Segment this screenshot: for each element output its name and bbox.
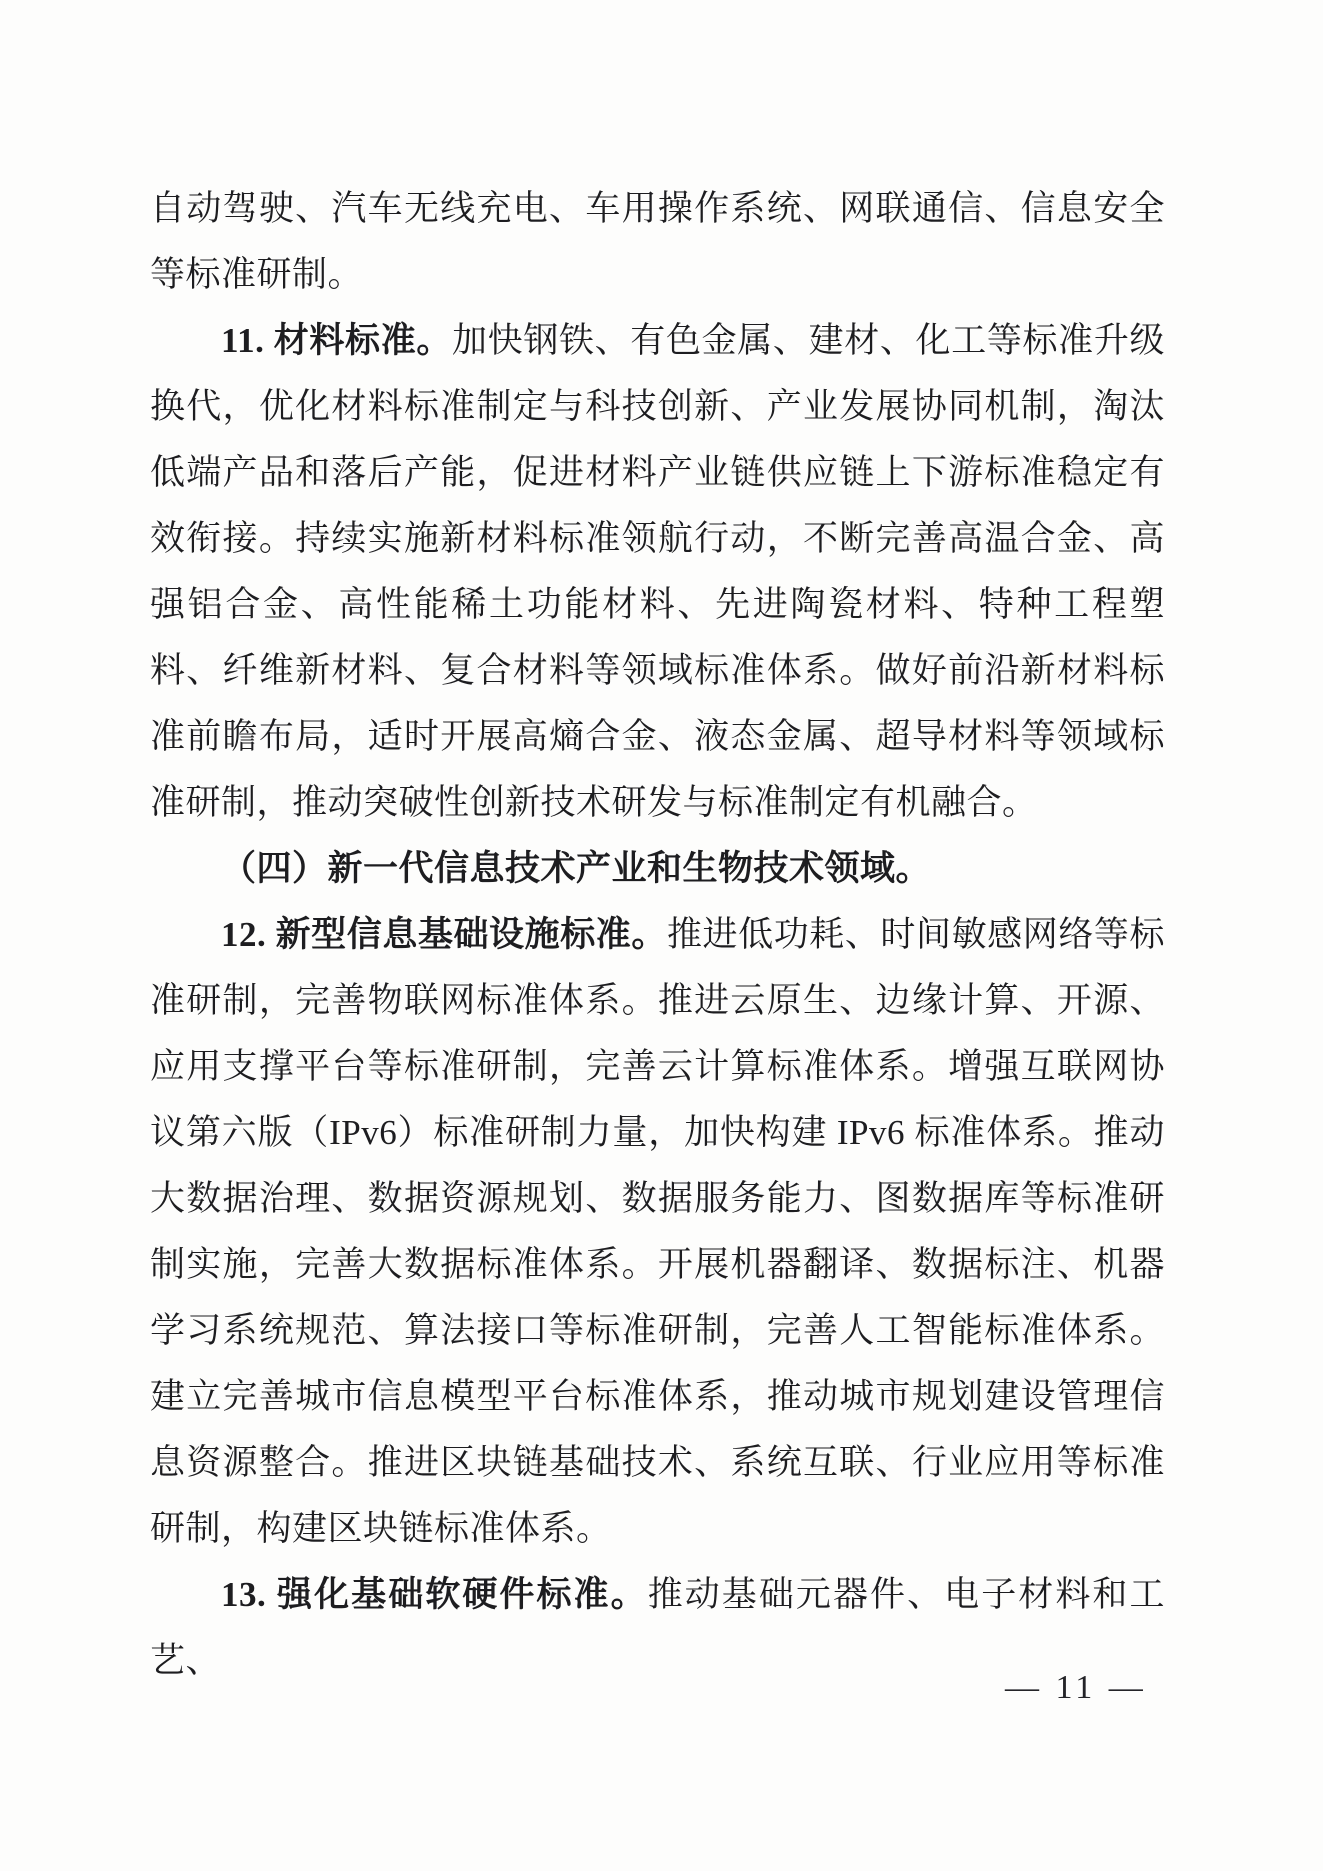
paragraph-lead: 12. 新型信息基础设施标准。 [221,915,667,954]
paragraph-text: （四）新一代信息技术产业和生物技术领域。 [221,849,932,888]
paragraph-lead: 13. 强化基础软硬件标准。 [221,1575,648,1614]
section-heading-si [150,836,1165,902]
paragraph-text: 推进低功耗、时间敏感网络等标准研制，完善物联网标准体系。推进云原生、边缘计算、开源、应用支撑平台等标准研制，完善云计算标准体系。增强互联网协议第六版（IPv6）标准研制力量，加快构建 IPv6 标准体系。推动大数据治理、数据资源规划、数据服务能力、图数据库等标准研制实施，完善大数据标准体系。开展机器翻译、数据标注、机器学习系统规范、算法接口等标准研制，完善人工智能标准体系。建立完善城市信息模型平台标准体系，推动城市规划建设管理信息资源整合。推进区块链基础技术、系统互联、行业应用等标准研制，构建区块链标准体系。 [150,915,1165,1548]
paragraph-text: 自动驾驶、汽车无线充电、车用操作系统、网联通信、信息安全等标准研制。 [150,189,1165,294]
text-block [150,176,1165,1694]
paragraph-text: 推动基础元器件、电子材料和工艺、 [150,1575,1165,1680]
paragraph-lead: 11. 材料标准。 [221,321,453,360]
paragraph-text: 加快钢铁、有色金属、建材、化工等标准升级换代，优化材料标准制定与科技创新、产业发展协同机制，淘汰低端产品和落后产能，促进材料产业链供应链上下游标准稳定有效衔接。持续实施新材料标准领航行动，不断完善高温合金、高强铝合金、高性能稀土功能材料、先进陶瓷材料、特种工程塑料、纤维新材料、复合材料等领域标准体系。做好前沿新材料标准前瞻布局，适时开展高熵合金、液态金属、超导材料等领域标准研制，推动突破性创新技术研发与标准制定有机融合。 [150,321,1165,822]
page-number: — 11 — [1005,1669,1147,1706]
para-item-12 [150,902,1165,1562]
para-continuation [150,176,1165,308]
para-item-11 [150,308,1165,836]
